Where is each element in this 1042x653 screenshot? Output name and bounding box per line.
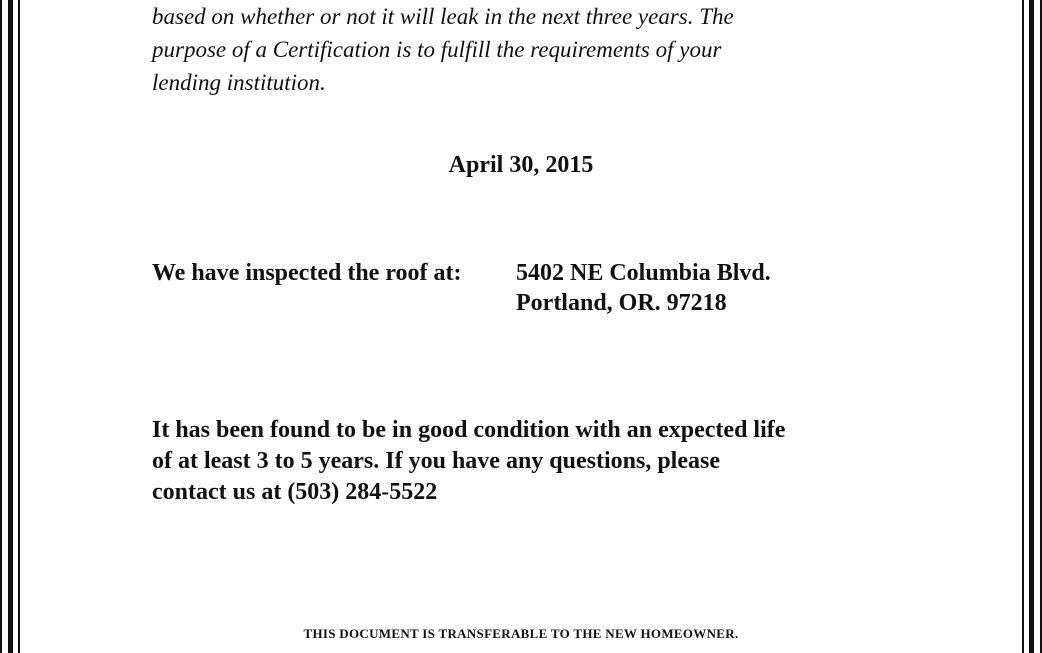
border-line: [1022, 0, 1024, 653]
condition-line: contact us at (503) 284-5522: [152, 479, 438, 505]
right-decorative-border: [1016, 0, 1042, 653]
condition-line: of at least 3 to 5 years. If you have any questions, please: [152, 448, 720, 474]
border-line: [1029, 0, 1034, 653]
condition-line: It has been found to be in good condition with an expected life: [152, 417, 786, 443]
border-line: [8, 0, 13, 653]
border-line: [18, 0, 20, 653]
certification-intro-paragraph: [152, 0, 892, 99]
left-decorative-border: [0, 0, 26, 653]
inspection-label: We have inspected the roof at:: [152, 260, 462, 286]
intro-line: lending institution.: [152, 70, 326, 95]
intro-line: based on whether or not it will leak in the next three years. The: [152, 4, 734, 29]
border-line: [0, 0, 2, 653]
transferable-notice: THIS DOCUMENT IS TRANSFERABLE TO THE NEW HOMEOWNER.: [303, 626, 739, 641]
address-line-2: Portland, OR. 97218: [516, 290, 727, 316]
condition-statement: [152, 415, 785, 508]
intro-line: purpose of a Certification is to fulfill the requirements of your: [152, 37, 722, 62]
certificate-date: April 30, 2015: [448, 152, 594, 178]
property-address: [516, 258, 771, 318]
address-line-1: 5402 NE Columbia Blvd.: [516, 260, 771, 286]
